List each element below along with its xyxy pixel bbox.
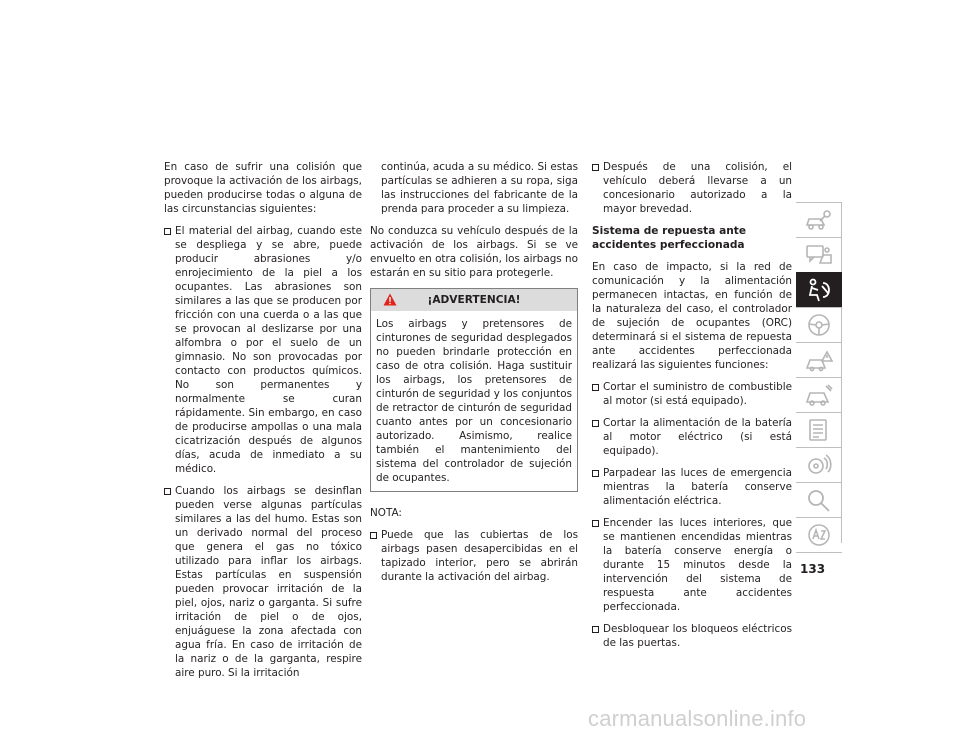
car-service-icon (804, 382, 834, 408)
tab-magnifier[interactable] (796, 482, 842, 517)
list-item: Después de una colisión, el vehículo deberá llevarse a un concesionario autorizado a la mayor brevedad. (592, 160, 792, 216)
tab-multimedia[interactable] (796, 447, 842, 482)
list-item: Encender las luces interiores, que se mantienen encendidas mientras la batería conserve energía o durante 15 minutos desde la intervención del sistema de respuesta ante accidentes perfeccionada. (592, 516, 792, 614)
checklist-icon (804, 417, 834, 443)
dashboard-message-icon (804, 242, 834, 268)
magnifier-icon (804, 487, 834, 513)
column-1 (164, 160, 362, 688)
multimedia-icon (804, 452, 834, 478)
warning-triangle-icon (383, 293, 397, 306)
functions-list (592, 380, 792, 650)
continued-text: continúa, acuda a su médico. Si estas partículas se adhieren a su ropa, siga las instrucciones del fabricante de la prenda para proceder a su limpieza. (381, 161, 578, 215)
car-key-icon (804, 207, 834, 233)
tab-dashboard-message[interactable] (796, 237, 842, 272)
steering-wheel-icon (804, 312, 834, 338)
warning-header (371, 289, 577, 311)
column-2 (370, 160, 578, 592)
intro-paragraph: En caso de sufrir una colisión que provoque la activación de los airbags, pueden producirse todas o alguna de las circunstancias siguientes: (164, 161, 362, 215)
watermark: carmanualsonline.info (588, 706, 807, 731)
column-3 (592, 160, 792, 658)
tab-seat-airbag[interactable] (796, 272, 842, 307)
tab-steering-wheel[interactable] (796, 307, 842, 342)
list-item: Cuando los airbags se desinflan pueden verse algunas partículas similares a las del humo. Estas son un derivado normal del proceso que genera el gas no tóxico utilizado para inflar los airbags. Estas partículas en suspensión pueden provocar irritación de la piel, ojos, nariz o garganta. Si sufre irritación de piel o de ojos, enjuáguese la zona afectada con agua fría. En caso de irritación de la nariz o de la garganta, respire aire puro. Si la irritación (164, 484, 362, 680)
tab-alphabet-index[interactable] (796, 517, 842, 552)
warning-body: Los airbags y pretensores de cinturones de seguridad desplegados no pueden brindarle protección en caso de otra colisión. Haga sustituir los airbags, los pretensores de cinturón de seguridad y los conjuntos de retractor de cinturón de seguridad cuanto antes por un concesionario autorizado. Asimismo, realice también el mantenimiento del sistema del controlador de sujeción de ocupantes. (376, 318, 572, 484)
warning-box (370, 288, 578, 492)
list-item: Cortar la alimentación de la batería al motor eléctrico (si está equipado). (592, 416, 792, 458)
list-item: Parpadear las luces de emergencia mientras la batería conserve alimentación eléctrica. (592, 466, 792, 508)
note-list (370, 528, 578, 584)
tab-car-service[interactable] (796, 377, 842, 412)
list-item: Desbloquear los bloqueos eléctricos de las puertas. (592, 622, 792, 650)
page-number: 133 (800, 562, 826, 576)
top-list (592, 160, 792, 216)
list-item: Puede que las cubiertas de los airbags pasen desapercibidas en el tapizado interior, pero se abrirán durante la activación del airbag. (370, 528, 578, 584)
tab-road-warning[interactable] (796, 342, 842, 377)
tab-checklist[interactable] (796, 412, 842, 447)
note-label: NOTA: (370, 507, 402, 519)
road-warning-icon (804, 347, 834, 373)
no-drive-paragraph: No conduzca su vehículo después de la activación de los airbags. Si se ve envuelto en otra colisión, los airbags no estarán en su sitio para protegerle. (370, 225, 578, 279)
warning-title: ¡ADVERTENCIA! (427, 294, 521, 306)
alphabet-index-icon (804, 522, 834, 548)
seat-airbag-icon (804, 277, 834, 303)
tabs-end-line (796, 552, 842, 553)
section-paragraph: En caso de impacto, si la red de comunicación y la alimentación permanecen intactas, en función de la naturaleza del caso, el controlador de sujeción de ocupantes (ORC) determinará si el sistema de repuesta ante accidentes perfeccionada realizará las siguientes funciones: (592, 261, 792, 371)
list-item: El material del airbag, cuando este se despliega y se abre, puede producir abrasiones y/o enrojecimiento de la piel a los ocupantes. Las abrasiones son similares a las que se producen por fricción con una cuerda o a las que se provocan al deslizarse por una alfombra o por el suelo de un gimnasio. No son provocadas por contacto con productos químicos. No son permanentes y normalmente se curan rápidamente. Sin embargo, en caso de producirse ampollas o una mala cicatrización después de algunos días, acuda de inmediato a su médico. (164, 224, 362, 476)
consequences-list (164, 224, 362, 680)
section-heading: Sistema de repuesta ante accidentes perfeccionada (592, 225, 747, 251)
list-item: Cortar el suministro de combustible al motor (si está equipado). (592, 380, 792, 408)
tab-car-key[interactable] (796, 202, 842, 237)
chapter-tabs (796, 202, 842, 553)
